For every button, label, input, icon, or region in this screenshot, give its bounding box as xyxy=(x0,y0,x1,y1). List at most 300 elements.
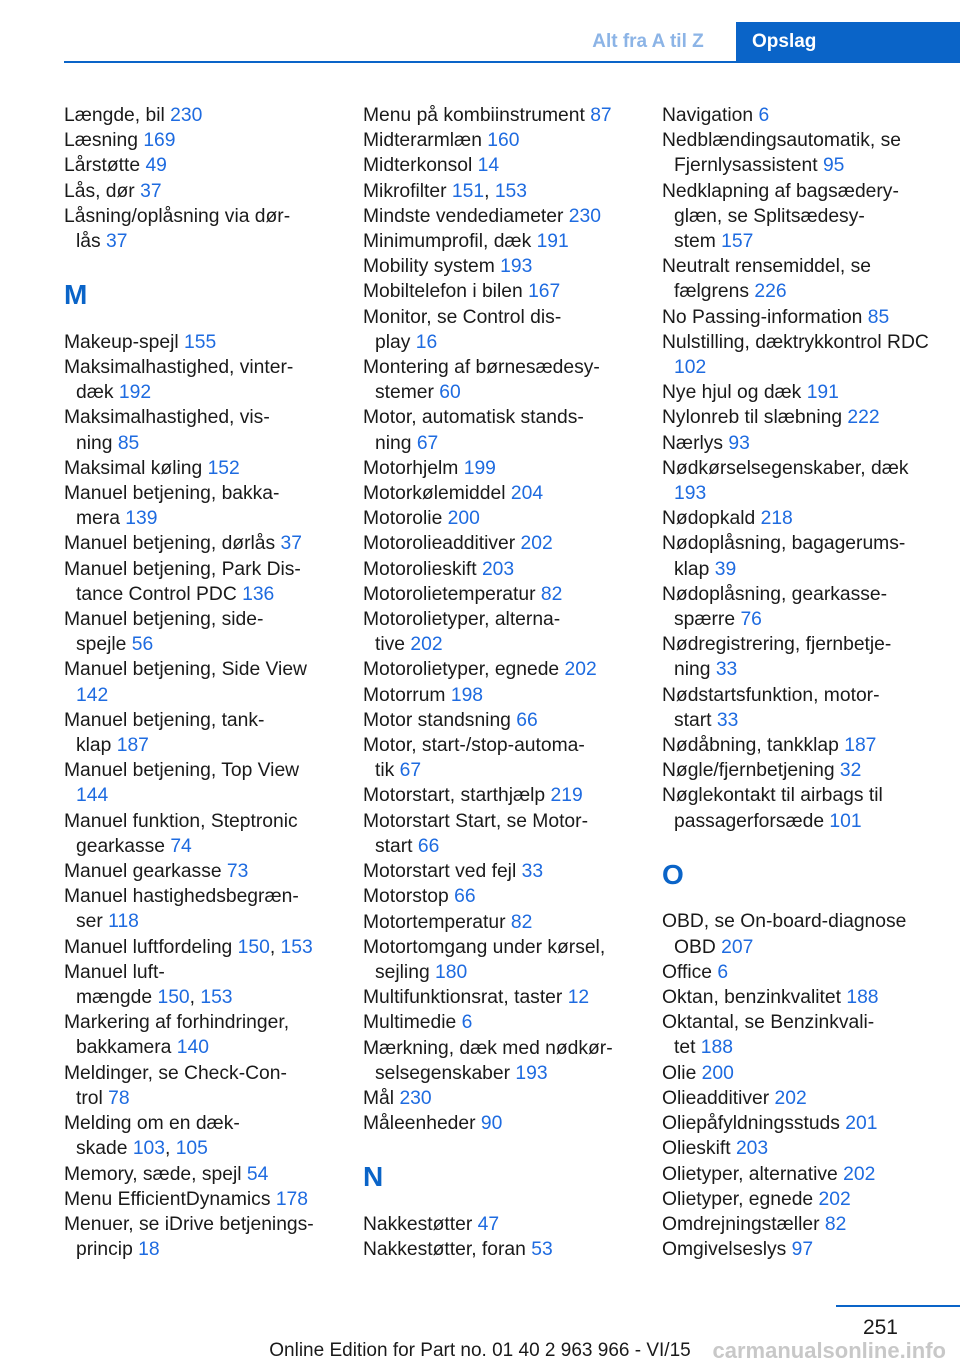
index-entry: Manuel luftfordeling 150, 153 xyxy=(64,936,313,958)
index-entry xyxy=(64,405,332,455)
index-column-3 xyxy=(662,103,930,1262)
entry-term: play xyxy=(375,331,411,353)
page-link[interactable]: 37 xyxy=(280,533,302,555)
index-entry xyxy=(64,153,332,178)
entry-term: Olietyper, alternative xyxy=(662,1163,838,1185)
entry-term: Nødåbning, tankklap xyxy=(662,735,839,757)
page-link[interactable]: 203 xyxy=(735,1138,769,1160)
entry-term: Nødstartsfunktion, motor- xyxy=(662,684,880,706)
entry-term: Midterarmlæn xyxy=(363,130,482,152)
entry-term: Måleenheder xyxy=(363,1113,476,1135)
page-link[interactable]: 180 xyxy=(435,961,468,983)
index-entry xyxy=(363,456,631,481)
page-link[interactable]: 222 xyxy=(847,407,880,429)
entry-term: Mobility system xyxy=(363,256,495,278)
page-link[interactable]: 153 xyxy=(280,936,313,958)
page-link[interactable]: 218 xyxy=(760,508,793,530)
page-link[interactable]: 32 xyxy=(839,760,862,782)
page-link[interactable]: 78 xyxy=(108,1087,130,1109)
page-link[interactable]: 16 xyxy=(415,331,438,353)
page-link[interactable]: 97 xyxy=(791,1239,814,1261)
index-entry xyxy=(363,1237,631,1262)
entry-term: Navigation xyxy=(662,105,754,126)
entry-term: tive xyxy=(375,634,406,656)
index-entry xyxy=(363,279,631,304)
entry-term: start xyxy=(674,709,712,731)
entry-term: Olietyper, egnede xyxy=(662,1188,814,1210)
index-entry xyxy=(662,985,930,1010)
entry-term: Memory, sæde, spejl xyxy=(64,1163,242,1185)
page-link[interactable]: 201 xyxy=(845,1113,878,1135)
index-entry xyxy=(64,708,332,758)
entry-term: Nærlys xyxy=(662,432,724,454)
entry-term: Melding om en dæk- xyxy=(64,1113,240,1135)
entry-term: Maksimalhastighed, vis- xyxy=(64,407,270,429)
page-link[interactable]: 6 xyxy=(461,1012,473,1034)
entry-term: Nakkestøtter xyxy=(363,1213,473,1235)
entry-term: Mindste vendediameter xyxy=(363,205,564,227)
index-column-1 xyxy=(64,103,332,1262)
page-link[interactable]: 102 xyxy=(674,357,707,379)
entry-term: Markering af forhindringer, bakkamera xyxy=(64,1012,290,1059)
watermark: carmanualsonline.info xyxy=(712,1338,946,1363)
page-link[interactable]: 33 xyxy=(715,659,738,681)
entry-term: Nedblændingsautomatik, se Fjernlysassistent xyxy=(662,130,902,177)
index-entry xyxy=(662,1187,930,1212)
entry-term: Olie xyxy=(662,1062,697,1084)
entry-term: Nøgle/fjernbetjening xyxy=(662,760,835,782)
index-entry xyxy=(363,405,631,455)
entry-term: ning xyxy=(76,432,113,454)
page-link[interactable]: 37 xyxy=(106,231,128,253)
entry-term: princip xyxy=(76,1239,133,1261)
page-link[interactable]: 191 xyxy=(536,231,569,253)
entry-term: Nødopkald xyxy=(662,508,756,530)
page-link[interactable]: 103 xyxy=(132,1138,165,1160)
page-link[interactable]: 73 xyxy=(226,861,249,883)
page-link[interactable]: 82 xyxy=(510,911,533,933)
index-entry xyxy=(64,1162,332,1187)
index-entry xyxy=(64,179,332,204)
index-entry xyxy=(662,1086,930,1111)
index-column-2 xyxy=(363,103,631,1262)
entry-term: Motorolietyper, egnede xyxy=(363,659,560,681)
page-link[interactable]: 198 xyxy=(450,684,484,706)
index-entry xyxy=(64,456,332,481)
entry-term: Nakkestøtter, foran xyxy=(363,1239,526,1261)
entry-term: dæk xyxy=(76,382,114,404)
page-link[interactable]: 67 xyxy=(416,432,439,454)
index-entry xyxy=(363,1111,631,1136)
page-link[interactable]: 207 xyxy=(721,936,754,958)
page-link[interactable]: 6 xyxy=(717,961,729,983)
entry-term: Manuel betjening, dørlås xyxy=(64,533,276,555)
page-link[interactable]: 66 xyxy=(454,886,476,908)
page-link[interactable]: 33 xyxy=(521,861,544,883)
index-entry xyxy=(64,657,332,707)
page-link[interactable]: 203 xyxy=(481,558,515,580)
index-entry xyxy=(662,128,930,178)
index-entry xyxy=(662,1111,930,1136)
page-link[interactable]: 200 xyxy=(701,1062,734,1084)
entry-term: Manuel betjening, side- xyxy=(64,609,264,631)
index-entry: Manuel luft- mængde 150, 153 xyxy=(64,961,233,1009)
index-entry xyxy=(662,531,930,581)
entry-term: Motorstart, starthjælp xyxy=(363,785,546,807)
index-entry xyxy=(662,380,930,405)
page-link[interactable]: 85 xyxy=(117,432,140,454)
page-link[interactable]: 160 xyxy=(487,130,520,152)
index-entry xyxy=(662,431,930,456)
entry-term: Låsning/oplåsning via dør- xyxy=(64,205,291,227)
page-link[interactable]: 85 xyxy=(867,306,890,328)
index-entry xyxy=(363,1036,631,1086)
page-link[interactable]: 193 xyxy=(674,483,707,505)
entry-term: Manuel luft- xyxy=(64,961,165,983)
entry-term: Monitor, se Control dis- xyxy=(363,306,562,328)
page-link[interactable]: 118 xyxy=(108,911,139,933)
entry-term: selsegenskaber xyxy=(375,1062,511,1084)
index-entry xyxy=(363,355,631,405)
index-entry xyxy=(662,582,930,632)
entry-term: Motorstop xyxy=(363,886,449,908)
entry-term: Mærkning, dæk med nødkør- xyxy=(363,1037,613,1059)
page-link[interactable]: 153 xyxy=(200,987,233,1009)
entry-term: Meldinger, se Check-Con- xyxy=(64,1062,287,1084)
index-entry xyxy=(662,909,930,959)
entry-term: Midterkonsol xyxy=(363,155,473,177)
index-entry xyxy=(64,557,332,607)
page-link[interactable]: 12 xyxy=(567,987,590,1009)
entry-term: Motorolie xyxy=(363,508,443,530)
entry-term: Manuel luftfordeling xyxy=(64,936,233,958)
index-entry xyxy=(662,1162,930,1187)
page-link[interactable]: 202 xyxy=(520,533,553,555)
page-link[interactable]: 66 xyxy=(516,709,538,731)
entry-term: klap xyxy=(674,558,710,580)
page-link[interactable]: 105 xyxy=(175,1138,208,1160)
page-link[interactable]: 202 xyxy=(818,1188,851,1210)
entry-term: Olieskift xyxy=(662,1138,731,1160)
page-link[interactable]: 49 xyxy=(145,155,167,177)
entry-term: Nødregistrering, fjernbetje- xyxy=(662,634,892,656)
page-link[interactable]: 37 xyxy=(140,180,162,202)
entry-term: Menu EfficientDynamics xyxy=(64,1188,271,1210)
section-letter: M xyxy=(64,279,88,311)
entry-term: Manuel betjening, Side View xyxy=(64,659,307,681)
page-link[interactable]: 192 xyxy=(118,382,152,404)
entry-term: Motorkølemiddel xyxy=(363,483,506,505)
entry-term: Makeup-spejl xyxy=(64,331,179,353)
entry-term: Motortomgang under kørsel, sejling xyxy=(363,936,606,983)
page-link[interactable]: 66 xyxy=(417,835,440,857)
index-entry xyxy=(64,531,332,556)
page-link[interactable]: 202 xyxy=(843,1163,876,1185)
index-entry xyxy=(662,305,930,330)
index-entry xyxy=(363,935,631,985)
page-link[interactable]: 200 xyxy=(447,508,480,530)
index-entry xyxy=(363,1086,631,1111)
index-entry xyxy=(662,1010,930,1060)
index-entry xyxy=(64,1212,332,1262)
page-link[interactable]: 67 xyxy=(399,760,422,782)
entry-term: tance Control PDC xyxy=(76,583,237,605)
page-link[interactable]: 140 xyxy=(176,1037,209,1059)
entry-term: Oliepåfyldningsstuds xyxy=(662,1113,840,1135)
section-letter: O xyxy=(662,858,684,890)
entry-term: lås xyxy=(76,231,101,253)
page-link[interactable]: 60 xyxy=(439,382,461,404)
index-entry xyxy=(662,103,930,128)
entry-term: tik xyxy=(375,760,395,782)
index-entry: Melding om en dæk- skade 103, 105 xyxy=(64,1113,240,1160)
entry-term: ser xyxy=(76,911,103,933)
index-entry xyxy=(64,330,332,355)
entry-term: spejle xyxy=(76,634,127,656)
index-entry xyxy=(64,607,332,657)
entry-term: Maksimalhastighed, vinter- xyxy=(64,357,294,378)
index-entry xyxy=(64,859,332,884)
entry-term: Mobiltelefon i bilen xyxy=(363,281,523,303)
page-link[interactable]: 199 xyxy=(463,457,496,479)
page-link[interactable]: 187 xyxy=(844,735,877,757)
page-link[interactable]: 56 xyxy=(131,634,154,656)
index-entry xyxy=(363,481,631,506)
page-link[interactable]: 142 xyxy=(76,684,109,706)
index-entry xyxy=(363,607,631,657)
index-entry xyxy=(662,330,930,380)
index-entry xyxy=(64,1187,332,1212)
page-link[interactable]: 33 xyxy=(716,709,739,731)
page-link[interactable]: 230 xyxy=(170,105,203,126)
entry-term: Oktan, benzinkvalitet xyxy=(662,987,841,1009)
header-section-title: Alt fra A til Z xyxy=(592,31,704,52)
index-entry xyxy=(363,153,631,178)
entry-term: Motor, start-/stop-automa- xyxy=(363,735,585,757)
entry-term: Nedklapning af bagsædery- xyxy=(662,180,899,202)
page-link[interactable]: 76 xyxy=(740,609,762,631)
entry-term: Manuel hastighedsbegræn- xyxy=(64,886,299,908)
entry-term: spærre xyxy=(674,609,736,631)
index-entry xyxy=(363,708,631,733)
page-link[interactable]: 101 xyxy=(829,810,862,832)
entry-term: Manuel betjening, tank- xyxy=(64,709,265,731)
page-link[interactable]: 230 xyxy=(568,205,601,227)
page-link[interactable]: 14 xyxy=(477,155,500,177)
index-entry xyxy=(363,128,631,153)
entry-term: Motorrum xyxy=(363,684,446,706)
entry-term: ning xyxy=(674,659,711,681)
index-entry xyxy=(363,103,631,128)
entry-term: Motortemperatur xyxy=(363,911,506,933)
page-link[interactable]: 18 xyxy=(138,1239,160,1261)
page-link[interactable]: 157 xyxy=(721,231,754,253)
page-link[interactable]: 230 xyxy=(399,1087,432,1109)
index-entry xyxy=(662,783,930,833)
index-entry xyxy=(64,481,332,531)
entry-term: Manuel funktion, Steptronic gearkasse xyxy=(64,810,298,857)
entry-term: Manuel gearkasse xyxy=(64,861,222,883)
header-tab-opslag[interactable]: Opslag xyxy=(736,22,960,62)
page-link[interactable]: 155 xyxy=(184,331,217,353)
index-entry xyxy=(662,1212,930,1237)
entry-term: Montering af børnesædesy- xyxy=(363,357,600,379)
entry-term: Motorolietyper, alterna- xyxy=(363,609,561,631)
index-entry xyxy=(662,179,930,255)
entry-term: Motor standsning xyxy=(363,709,511,731)
section-letter: N xyxy=(363,1161,384,1193)
index-entry xyxy=(662,733,930,758)
index-entry xyxy=(363,733,631,783)
page-link[interactable]: 202 xyxy=(774,1087,807,1109)
index-entry xyxy=(363,582,631,607)
entry-term: glæn, se Splitsædesy- xyxy=(674,205,865,227)
entry-term: Nylonreb til slæbning xyxy=(662,407,843,429)
index-entry xyxy=(662,1237,930,1262)
index-entry xyxy=(363,557,631,582)
page-link[interactable]: 151 xyxy=(451,180,485,202)
page-link[interactable]: 204 xyxy=(510,483,544,505)
index-entry xyxy=(662,632,930,682)
page-link[interactable]: 54 xyxy=(246,1163,269,1185)
index-entry xyxy=(662,456,930,506)
index-entry xyxy=(64,128,332,153)
index-entry xyxy=(363,531,631,556)
page-link[interactable]: 202 xyxy=(410,634,443,656)
page-link[interactable]: 169 xyxy=(143,130,176,152)
entry-term: mængde xyxy=(76,987,153,1009)
entry-term: Nulstilling, dæktrykkontrol RDC xyxy=(662,331,929,353)
page-link[interactable]: 144 xyxy=(76,785,109,807)
entry-term: Læsning xyxy=(64,130,138,152)
index-entry xyxy=(662,254,930,304)
page-link[interactable]: 193 xyxy=(515,1062,548,1084)
page-link[interactable]: 188 xyxy=(700,1037,733,1059)
page-link[interactable]: 150 xyxy=(237,936,270,958)
entry-term: OBD, se On-board-diagnose OBD xyxy=(662,911,907,958)
entry-term: mera xyxy=(76,508,120,530)
index-entry xyxy=(363,683,631,708)
page-link[interactable]: 139 xyxy=(125,508,158,530)
entry-term: Lås, dør xyxy=(64,180,135,202)
entry-term: Motorhjelm xyxy=(363,457,459,479)
index-entry xyxy=(64,355,332,405)
entry-term: Menuer, se iDrive betjenings- xyxy=(64,1213,314,1235)
entry-term: Nødkørselsegenskaber, dæk xyxy=(662,457,909,479)
page-link[interactable]: 191 xyxy=(806,382,839,404)
page-link[interactable]: 74 xyxy=(170,835,192,857)
index-entry xyxy=(363,783,631,808)
index-entry xyxy=(363,1010,631,1035)
entry-term: skade xyxy=(76,1138,128,1160)
entry-term: klap xyxy=(76,735,112,757)
entry-term: Nødoplåsning, bagagerums- xyxy=(662,533,906,555)
page-link[interactable]: 90 xyxy=(480,1113,503,1135)
page-link[interactable]: 82 xyxy=(540,583,563,605)
page-link[interactable]: 202 xyxy=(564,659,597,681)
page-link[interactable]: 193 xyxy=(500,256,533,278)
index-entry: Mikrofilter 151, 153 xyxy=(363,180,527,202)
entry-term: Neutralt rensemiddel, se fælgrens xyxy=(662,256,871,303)
index-entry xyxy=(64,1010,332,1060)
index-entry xyxy=(64,1061,332,1111)
index-entry xyxy=(363,229,631,254)
index-entry xyxy=(363,910,631,935)
entry-term: Længde, bil xyxy=(64,105,165,126)
index-entry xyxy=(363,305,631,355)
index-entry xyxy=(662,1061,930,1086)
index-entry xyxy=(363,254,631,279)
entry-term: Motorolieskift xyxy=(363,558,477,580)
entry-term: Nødoplåsning, gearkasse- xyxy=(662,583,888,605)
entry-term: tet xyxy=(674,1037,696,1059)
page-link[interactable]: 93 xyxy=(728,432,750,454)
entry-term: Omdrejningstæller xyxy=(662,1213,820,1235)
page-link[interactable]: 47 xyxy=(477,1213,500,1235)
entry-term: Multifunktionsrat, taster xyxy=(363,987,563,1009)
entry-term: Omgivelseslys xyxy=(662,1239,787,1261)
entry-term: Minimumprofil, dæk xyxy=(363,231,532,253)
page-link[interactable]: 39 xyxy=(714,558,737,580)
entry-term: start xyxy=(375,835,413,857)
index-entry xyxy=(64,809,332,859)
entry-term: Menu på kombiinstrument xyxy=(363,105,585,126)
index-entry xyxy=(363,884,631,909)
entry-term: Multimedie xyxy=(363,1012,457,1034)
page-link[interactable]: 82 xyxy=(824,1213,847,1235)
page-link[interactable]: 53 xyxy=(531,1239,553,1261)
page-link[interactable]: 187 xyxy=(116,735,149,757)
page-number: 251 xyxy=(862,1316,898,1339)
page-link[interactable]: 178 xyxy=(275,1188,308,1210)
entry-term: stem xyxy=(674,231,716,253)
index-entry xyxy=(662,405,930,430)
page-link[interactable]: 95 xyxy=(822,155,845,177)
entry-term: Motor, automatisk stands- xyxy=(363,407,584,429)
footer-rule xyxy=(836,1305,960,1307)
index-entry xyxy=(363,859,631,884)
entry-term: Motorolieadditiver xyxy=(363,533,516,555)
index-entry xyxy=(662,960,930,985)
page-link[interactable]: 136 xyxy=(242,583,275,605)
index-entry xyxy=(64,758,332,808)
page-link[interactable]: 87 xyxy=(590,105,612,126)
page-link[interactable]: 6 xyxy=(758,105,770,126)
page-link[interactable]: 226 xyxy=(754,281,787,303)
index-entry xyxy=(662,1136,930,1161)
entry-term: Motorolietemperatur xyxy=(363,583,536,605)
entry-term: Nøglekontakt til airbags til passagerforsæde xyxy=(662,785,883,832)
index-entry xyxy=(662,506,930,531)
entry-term: stemer xyxy=(375,382,434,404)
index-entry xyxy=(363,506,631,531)
entry-term: Manuel betjening, Park Dis- xyxy=(64,558,301,580)
page-link[interactable]: 152 xyxy=(207,457,240,479)
page-link[interactable]: 150 xyxy=(157,987,190,1009)
entry-term: Mikrofilter xyxy=(363,180,447,202)
entry-term: No Passing-information xyxy=(662,306,863,328)
page-link[interactable]: 219 xyxy=(550,785,583,807)
entry-term: Motorstart Start, se Motor- xyxy=(363,810,589,832)
page-link[interactable]: 188 xyxy=(846,987,879,1009)
page-link[interactable]: 167 xyxy=(528,281,561,303)
entry-term: Lårstøtte xyxy=(64,155,141,177)
edition-note: Online Edition for Part no. 01 40 2 963 966 - VI/15 xyxy=(269,1340,691,1361)
entry-term: Olieadditiver xyxy=(662,1087,770,1109)
page-link[interactable]: 153 xyxy=(494,180,527,202)
index-entry xyxy=(64,884,332,934)
index-entry xyxy=(64,103,332,128)
